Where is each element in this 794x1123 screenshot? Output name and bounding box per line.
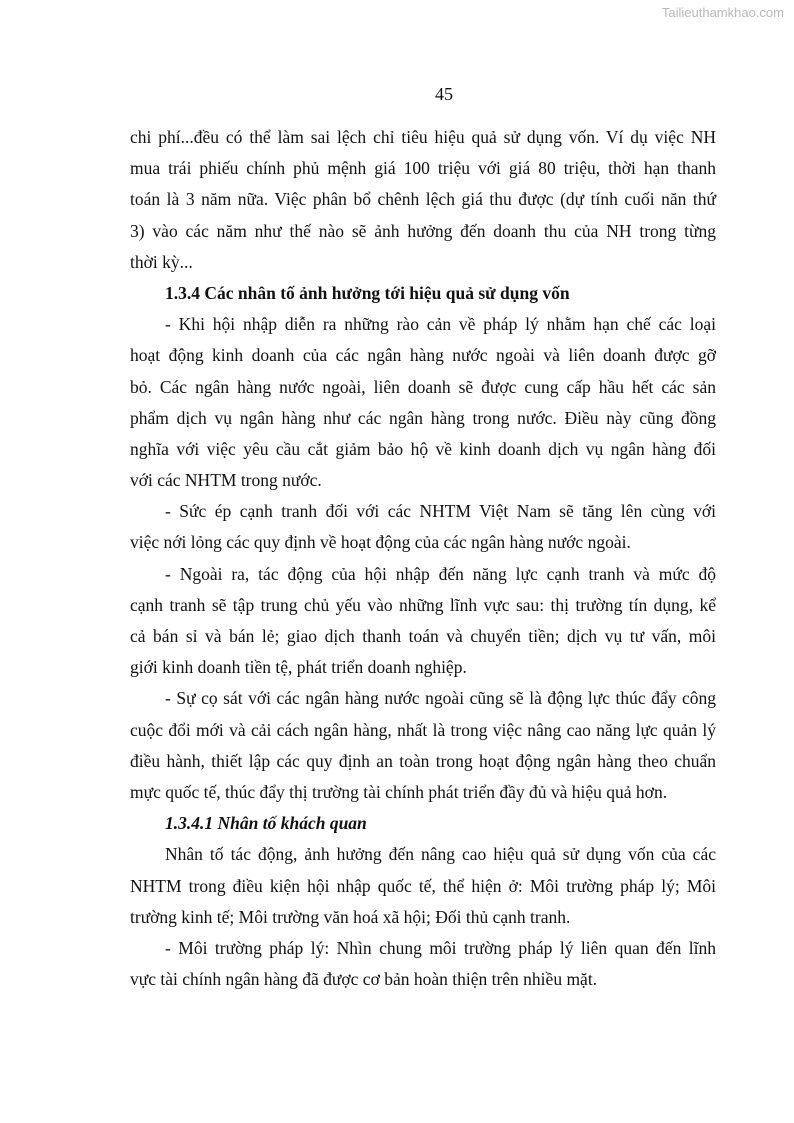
paragraph-line: mua trái phiếu chính phủ mệnh giá 100 triệu với giá 80 triệu, thời hạn thanh xyxy=(130,158,716,179)
paragraph-line: thời kỳ... xyxy=(130,251,193,272)
paragraph-line: NHTM trong điều kiện hội nhập quốc tế, thể hiện ở: Môi trường pháp lý; Môi xyxy=(130,875,716,896)
paragraph-line: cuộc đổi mới và cải cách ngân hàng, nhất là trong việc nâng cao năng lực quản lý xyxy=(130,719,716,740)
page-number: 45 xyxy=(435,84,453,104)
paragraph-line: giới kinh doanh tiền tệ, phát triển doanh nghiệp. xyxy=(130,657,467,678)
paragraph-line: chi phí...đều có thể làm sai lệch chỉ tiêu hiệu quả sử dụng vốn. Ví dụ việc NH xyxy=(130,127,716,147)
paragraph-line: - Ngoài ra, tác động của hội nhập đến năng lực cạnh tranh và mức độ xyxy=(165,563,716,584)
paragraph-line: Nhân tố tác động, ảnh hưởng đến nâng cao hiệu quả sử dụng vốn của các xyxy=(165,844,716,865)
paragraph-line: nghĩa với việc yêu cầu cắt giảm bảo hộ về kinh doanh dịch vụ ngân hàng đối xyxy=(130,438,716,459)
paragraph-line: vực tài chính ngân hàng đã được cơ bản hoàn thiện trên nhiều mặt. xyxy=(130,969,598,990)
section-heading: 1.3.4 Các nhân tố ảnh hưởng tới hiệu quả sử dụng vốn xyxy=(165,282,570,303)
paragraph-line: hoạt động kinh doanh của các ngân hàng nước ngoài và liên doanh được gỡ xyxy=(130,345,716,366)
paragraph-line: bỏ. Các ngân hàng nước ngoài, liên doanh sẽ được cung cấp hầu hết các sản xyxy=(130,376,716,397)
paragraph-line: - Sức ép cạnh tranh đối với các NHTM Việt Nam sẽ tăng lên cùng với xyxy=(165,501,716,522)
document-body xyxy=(130,122,716,995)
subsection-heading: 1.3.4.1 Nhân tố khách quan xyxy=(165,813,367,834)
paragraph-line: - Môi trường pháp lý: Nhìn chung môi trường pháp lý liên quan đến lĩnh xyxy=(165,937,716,958)
paragraph-line: với các NHTM trong nước. xyxy=(130,470,322,491)
paragraph-line: điều hành, thiết lập các quy định an toàn trong hoạt động ngân hàng theo chuẩn xyxy=(130,750,716,771)
paragraph-line: phẩm dịch vụ ngân hàng như các ngân hàng trong nước. Điều này cũng đồng xyxy=(130,407,716,428)
paragraph-line: trường kinh tế; Môi trường văn hoá xã hội; Đối thủ cạnh tranh. xyxy=(130,906,571,927)
paragraph-line: cạnh tranh sẽ tập trung chủ yếu vào những lĩnh vực sau: thị trường tín dụng, kể xyxy=(130,594,716,615)
paragraph-line: - Khi hội nhập diễn ra những rào cản về pháp lý nhằm hạn chế các loại xyxy=(165,314,716,335)
paragraph-line: 3) vào các năm như thế nào sẽ ảnh hưởng đến doanh thu của NH trong từng xyxy=(130,220,716,241)
watermark: Tailieuthamkhao.com xyxy=(661,5,784,20)
paragraph-line: - Sự cọ sát với các ngân hàng nước ngoài cũng sẽ là động lực thúc đẩy công xyxy=(165,688,716,709)
paragraph-line: cả bán sỉ và bán lẻ; giao dịch thanh toán và chuyển tiền; dịch vụ tư vấn, môi xyxy=(130,626,716,646)
paragraph-line: mực quốc tế, thúc đẩy thị trường tài chính phát triển đầy đủ và hiệu quả hơn. xyxy=(130,781,668,802)
paragraph-line: việc nới lỏng các quy định về hoạt động của các ngân hàng nước ngoài. xyxy=(130,532,631,553)
paragraph-line: toán là 3 năm nữa. Việc phân bổ chênh lệch giá thu được (dự tính cuối năn thứ xyxy=(130,189,716,210)
